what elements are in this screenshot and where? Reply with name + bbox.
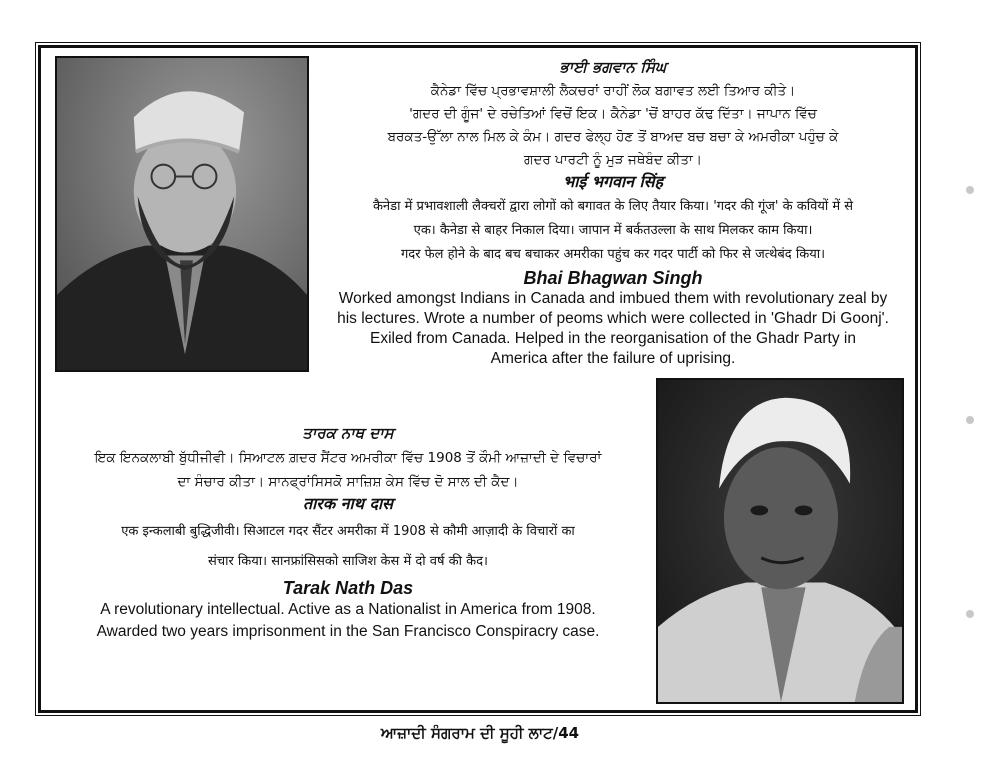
hindi-paragraph xyxy=(318,195,908,267)
text-line: एक। कैनेडा से बाहर निकाल दिया। जापान में बर्कतउल्ला के साथ मिलकर काम किया। xyxy=(413,223,813,238)
punch-hole-mark xyxy=(966,610,974,618)
hindi-heading: भाई भगवान सिंह xyxy=(562,172,664,191)
text-line: 'ਗਦਰ ਦੀ ਗੂੰਜ' ਦੇ ਰਚੇਤਿਆਂ ਵਿਚੋਂ ਇਕ। ਕੈਨੇਡਾ 'ਚੋਂ ਬਾਹਰ ਕੱਢ ਦਿੱਤਾ। ਜਾਪਾਨ ਵਿੱਚ xyxy=(409,106,817,122)
text-line: A revolutionary intellectual. Active as a Nationalist in America from 1908. xyxy=(100,601,596,618)
english-paragraph xyxy=(40,599,656,643)
punch-hole-mark xyxy=(966,186,974,194)
hindi-heading: तारक नाथ दास xyxy=(303,494,393,513)
english-paragraph xyxy=(318,289,908,369)
portrait-photo-bhagwan-singh xyxy=(55,56,309,372)
text-line: गदर फेल होने के बाद बच बचाकर अमरीका पहुंच कर गदर पार्टी को फिर से जत्थेबंद किया। xyxy=(400,247,826,262)
text-line: Worked amongst Indians in Canada and imbued them with revolutionary zeal by xyxy=(338,290,888,307)
bio-bhagwan-singh xyxy=(318,60,908,369)
text-line: ਕੈਨੇਡਾ ਵਿੱਚ ਪ੍ਰਭਾਵਸ਼ਾਲੀ ਲੈਕਚਰਾਂ ਰਾਹੀਂ ਲੋਕ ਬਗਾਵਤ ਲਈ ਤਿਆਰ ਕੀਤੇ। xyxy=(430,83,796,99)
text-line: संचार किया। सानफ्रांसिसको साजिश केस में दो वर्ष की कैद। xyxy=(208,554,488,569)
portrait-photo-tarak-nath-das xyxy=(656,378,904,704)
text-line: कैनेडा में प्रभावशाली लैक्चरों द्वारा लोगों को बगावत के लिए तैयार किया। 'गदर की गूंज' के कवियों में से xyxy=(372,199,854,214)
gurmukhi-heading: ਭਾਈ ਭਗਵਾਨ ਸਿੰਘ xyxy=(559,58,667,76)
text-line: ਬਰਕਤ-ਉੱਲਾ ਨਾਲ ਮਿਲ ਕੇ ਕੰਮ। ਗਦਰ ਫੇਲ੍ਹ ਹੋਣ ਤੋਂ ਬਾਅਦ ਬਚ ਬਚਾ ਕੇ ਅਮਰੀਕਾ ਪਹੁੰਚ ਕੇ xyxy=(387,129,839,145)
bio-tarak-nath-das xyxy=(40,426,656,643)
text-line: his lectures. Wrote a number of peoms which were collected in 'Ghadr Di Goonj'. xyxy=(337,310,889,327)
gurmukhi-paragraph xyxy=(318,80,908,172)
english-heading: Bhai Bhagwan Singh xyxy=(523,268,703,288)
english-heading: Tarak Nath Das xyxy=(282,578,414,598)
text-line: ਇਕ ਇਨਕਲਾਬੀ ਬੁੱਧੀਜੀਵੀ। ਸਿਆਟਲ ਗ਼ਦਰ ਸੈਂਟਰ ਅਮਰੀਕਾ ਵਿੱਚ 1908 ਤੋਂ ਕੌਮੀ ਆਜ਼ਾਦੀ ਦੇ ਵਿਚਾਰਾਂ xyxy=(94,450,602,466)
punch-hole-mark xyxy=(966,416,974,424)
hindi-paragraph xyxy=(40,517,656,577)
text-line: Exiled from Canada. Helped in the reorganisation of the Ghadr Party in xyxy=(370,330,856,347)
text-line: एक इन्कलाबी बुद्धिजीवी। सिआटल गदर सैंटर अमरीका में 1908 से कौमी आज़ादी के विचारों का xyxy=(121,524,575,539)
text-line: America after the failure of uprising. xyxy=(490,350,736,367)
text-line: ਗਦਰ ਪਾਰਟੀ ਨੂੰ ਮੁੜ ਜਥੇਬੰਦ ਕੀਤਾ। xyxy=(524,152,702,168)
text-line: ਦਾ ਸੰਚਾਰ ਕੀਤਾ। ਸਾਨਫ੍ਰਾਂਸਿਸਕੋ ਸਾਜ਼ਿਸ਼ ਕੇਸ ਵਿੱਚ ਦੋ ਸਾਲ ਦੀ ਕੈਦ। xyxy=(177,474,519,490)
page-footer: ਆਜ਼ਾਦੀ ਸੰਗਰਾਮ ਦੀ ਸੂਹੀ ਲਾਟ/44 xyxy=(380,724,580,742)
gurmukhi-heading: ਤਾਰਕ ਨਾਥ ਦਾਸ xyxy=(302,424,394,442)
gurmukhi-paragraph xyxy=(40,446,656,494)
text-line: Awarded two years imprisonment in the San Francisco Conspiracry case. xyxy=(96,623,600,640)
